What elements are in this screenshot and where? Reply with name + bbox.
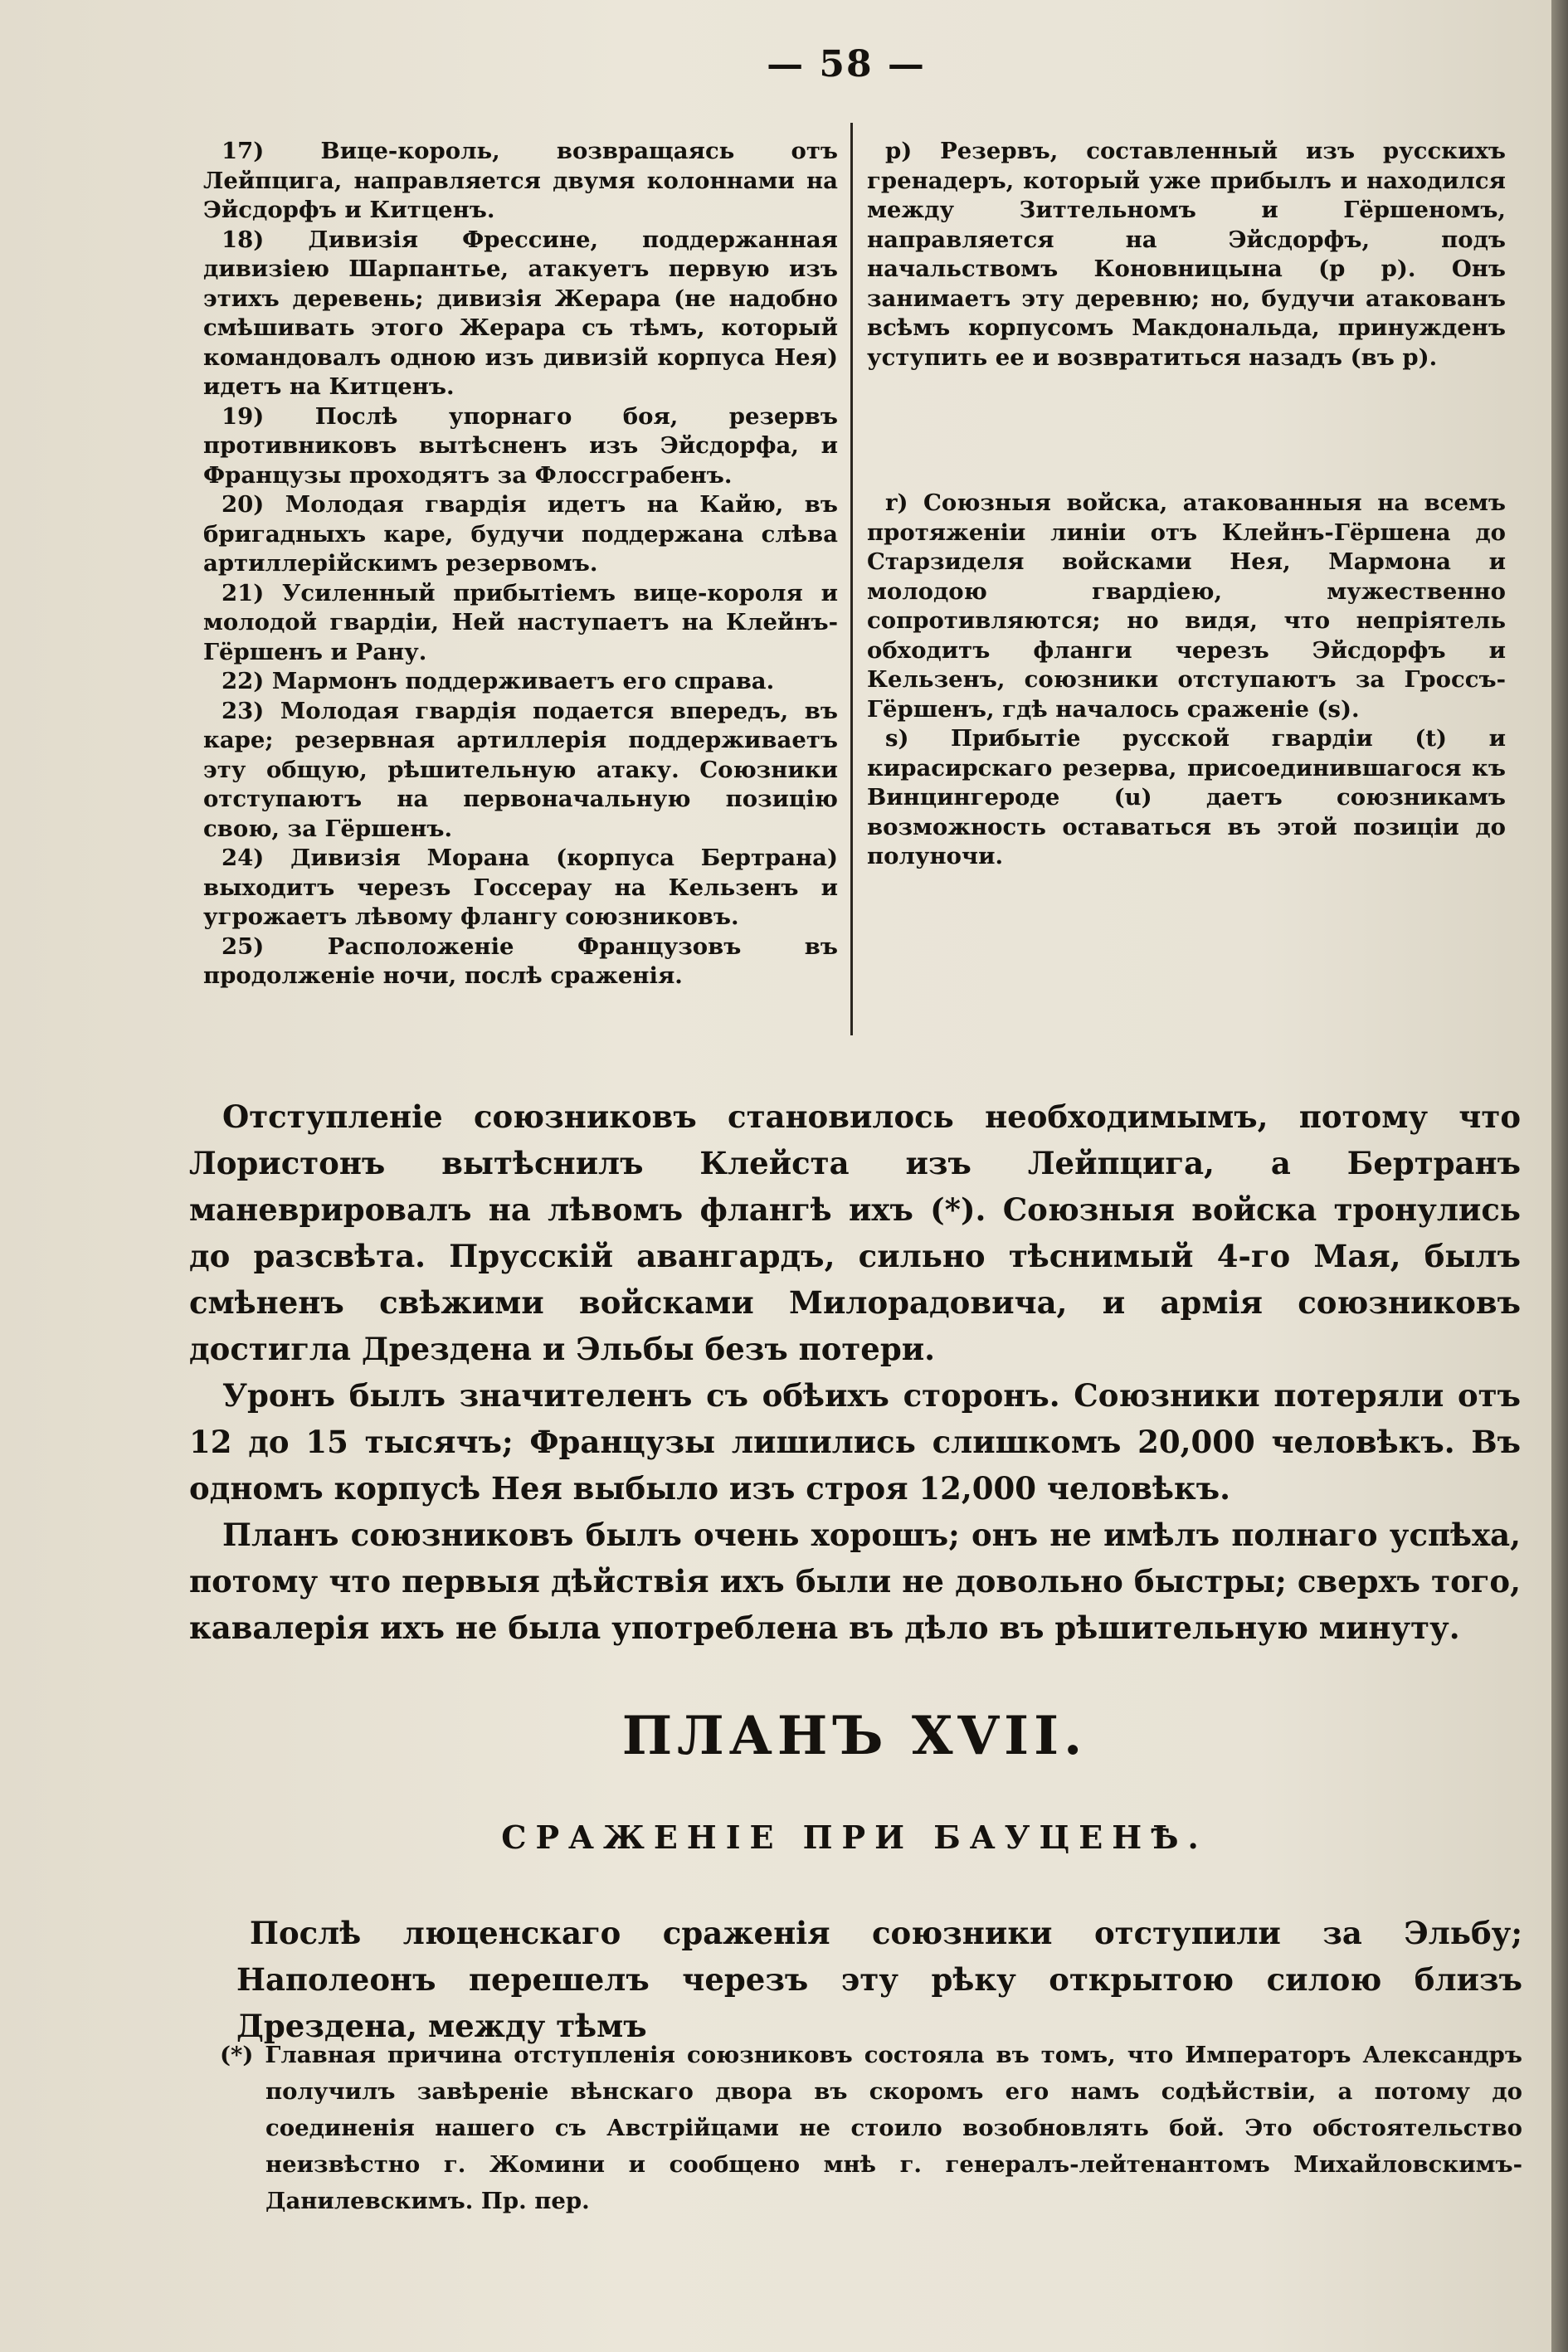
plan-paragraph: Послѣ люценскаго сраженія союзники отступили за Эльбу; Наполеонъ перешелъ черезъ эту рѣку открытою силою близъ Дрездена, между тѣмъ (236, 1915, 1522, 2044)
right-item-p: р) Резервъ, составленный изъ русскихъ гренадеръ, который уже прибылъ и находился между Зиттельномъ и Гёршеномъ, направляется на Эйсдорфъ, подъ начальствомъ Коновницына (р р). Онъ занимаетъ эту деревню; но, будучи атакованъ всѣмъ корпусомъ Макдональда, принужденъ уступить ее и возвратиться назадъ (въ р). (867, 138, 1506, 371)
left-item-23: 23) Молодая гвардія подается впередъ, въ каре; резервная артиллерія поддерживаетъ эту общую, рѣшительную атаку. Союзники отступаютъ на первоначальную позицію свою, за Гёршенъ. (203, 697, 838, 842)
left-item-22: 22) Мармонъ поддерживаетъ его справа. (222, 668, 775, 694)
left-item-24: 24) Дивизія Морана (корпуса Бертрана) выходитъ черезъ Госсерау на Кельзенъ и угрожаетъ лѣвому флангу союзниковъ. (203, 845, 838, 930)
left-item-17: 17) Вице-король, возвращаясь отъ Лейпцига, направляется двумя колоннами на Эйсдорфъ и Китценъ. (203, 138, 838, 223)
page-edge (1551, 0, 1568, 2352)
right-item-s: s) Прибытіе русской гвардіи (t) и кирасирскаго резерва, присоединившагося къ Винцингероде (u) даетъ союзникамъ возможность оставаться въ этой позиціи до полуночи. (867, 725, 1506, 869)
footnote (220, 2037, 1522, 2219)
column-divider (850, 123, 853, 1035)
main-paragraph-3: Планъ союзниковъ былъ очень хорошъ; онъ не имѣлъ полнаго успѣха, потому что первыя дѣйствія ихъ были не довольно быстры; сверхъ того, кавалерія ихъ не была употреблена въ дѣло въ рѣшительную минуту. (189, 1517, 1521, 1646)
main-paragraph-1: Отступленіе союзниковъ становилось необходимымъ, потому что Лористонъ вытѣснилъ Клейста изъ Лейпцига, а Бертранъ маневрировалъ на лѣвомъ флангѣ ихъ (*). Союзныя войска тронулись до разсвѣта. Прусскій авангардъ, сильно тѣснимый 4-го Мая, былъ смѣненъ свѣжими войсками Милорадовича, и армія союзниковъ достигла Дрездена и Эльбы безъ потери. (189, 1098, 1521, 1367)
plan-text (236, 1910, 1522, 2049)
left-item-18: 18) Дивизія Фрессине, поддержанная дивизіею Шарпантье, атакуетъ первую изъ этихъ деревень; дивизія Жерара (не надобно смѣшивать этого Жерара съ тѣмъ, который командовалъ одною изъ дивизій корпуса Нея) идетъ на Китценъ. (203, 226, 838, 400)
column-gap (867, 373, 1506, 489)
right-column (867, 137, 1506, 872)
main-text (189, 1093, 1521, 1651)
page-number: — 58 — (767, 43, 926, 85)
footnote-text: (*) Главная причина отступленія союзниковъ состояла въ томъ, что Императоръ Александръ получилъ завѣреніе вѣнскаго двора въ скоромъ его намъ содѣйствіи, а потому до соединенія нашего съ Австрійцами не стоило возобновлять бой. Это обстоятельство неизвѣстно г. Жомини и сообщено мнѣ г. генералъ-лейтенантомъ Михайловскимъ-Данилевскимъ. Пр. пер. (220, 2042, 1522, 2214)
left-item-19: 19) Послѣ упорнаго боя, резервъ противниковъ вытѣсненъ изъ Эйсдорфа, и Французы проходятъ за Флоссграбенъ. (203, 402, 838, 489)
left-item-21: 21) Усиленный прибытіемъ вице-короля и молодой гвардіи, Ней наступаетъ на Клейнъ-Гёршенъ и Рану. (203, 579, 838, 665)
left-item-25: 25) Расположеніе Французовъ въ продолженіе ночи, послѣ сраженія. (203, 933, 838, 989)
main-paragraph-2: Уронъ былъ значителенъ съ обѣихъ сторонъ. Союзники потеряли отъ 12 до 15 тысячъ; Французы лишились слишкомъ 20,000 человѣкъ. Въ одномъ корпусѣ Нея выбыло изъ строя 12,000 человѣкъ. (189, 1377, 1521, 1507)
right-item-r: r) Союзныя войска, атакованныя на всемъ протяженіи линіи отъ Клейнъ-Гёршена до Старзиделя войсками Нея, Мармона и молодою гвардіею, мужественно сопротивляются; но видя, что непріятель обходитъ фланги черезъ Эйсдорфъ и Кельзенъ, союзники отступаютъ за Гроссъ-Гёршенъ, гдѣ началось сраженіе (s). (867, 489, 1506, 723)
left-column (203, 137, 838, 991)
plan-title: ПЛАНЪ XVII. (621, 1705, 1088, 1767)
battle-title: СРАЖЕНІЕ ПРИ БАУЦЕНѢ. (501, 1819, 1208, 1856)
left-item-20: 20) Молодая гвардія идетъ на Кайю, въ бригадныхъ каре, будучи поддержана слѣва артиллерійскимъ резервомъ. (203, 491, 838, 577)
